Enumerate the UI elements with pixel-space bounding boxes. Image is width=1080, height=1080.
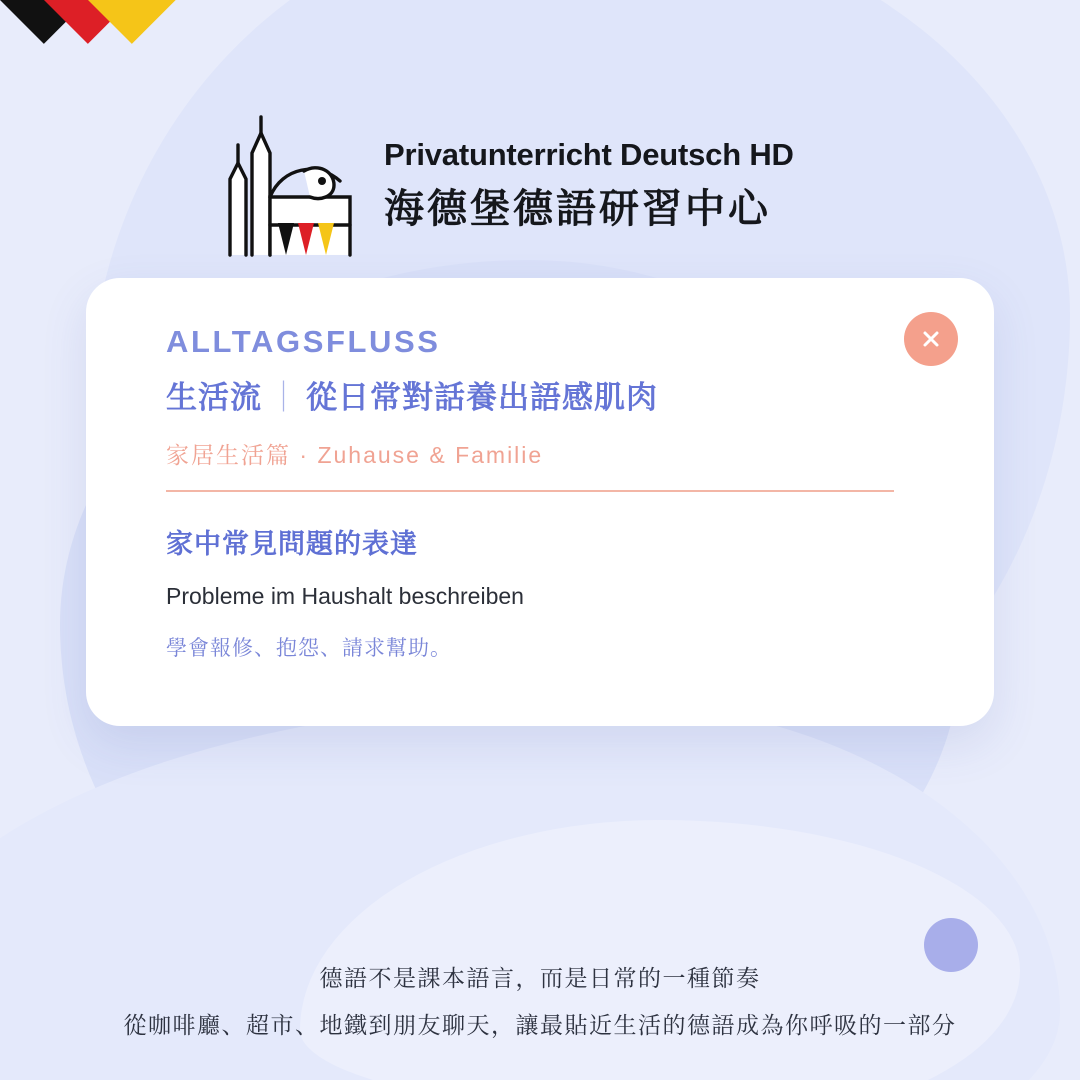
brand-logo [200, 100, 880, 270]
footer-line-2: 從咖啡廳、超市、地鐵到朋友聊天，讓最貼近生活的德語成為你呼吸的一部分 [123, 1012, 957, 1038]
brand-name-de: Privatunterricht Deutsch HD [384, 136, 794, 172]
footer-line-1: 德語不是課本語言，而是日常的一種節奏 [319, 965, 761, 991]
series-kicker: ALLTAGSFLUSS [166, 324, 441, 359]
lesson-note: 學會報修、抱怨、請求幫助。 [166, 636, 452, 660]
brand-name-zh: 海德堡德語研習中心 [384, 186, 771, 231]
series-title-right: 從日常對話養出語感肌肉 [306, 380, 658, 415]
flag-stripe-gold [88, 0, 240, 44]
series-title-left: 生活流 [166, 380, 262, 415]
series-subtitle: 家居生活篇 · Zuhause & Familie [166, 442, 544, 468]
close-button[interactable] [904, 312, 958, 366]
brand-logo-text [384, 137, 794, 234]
lesson-card [86, 278, 994, 726]
lesson-title-zh: 家中常見問題的表達 [166, 528, 418, 559]
lesson-title-de: Probleme im Haushalt beschreiben [166, 582, 524, 609]
close-icon [920, 328, 942, 350]
card-divider [166, 490, 894, 492]
footer-text [0, 960, 1080, 1040]
series-title [166, 372, 934, 417]
heidelberg-castle-logo-icon [200, 105, 370, 265]
lesson-card-content [86, 278, 994, 662]
series-title-divider: ｜ [268, 380, 300, 415]
